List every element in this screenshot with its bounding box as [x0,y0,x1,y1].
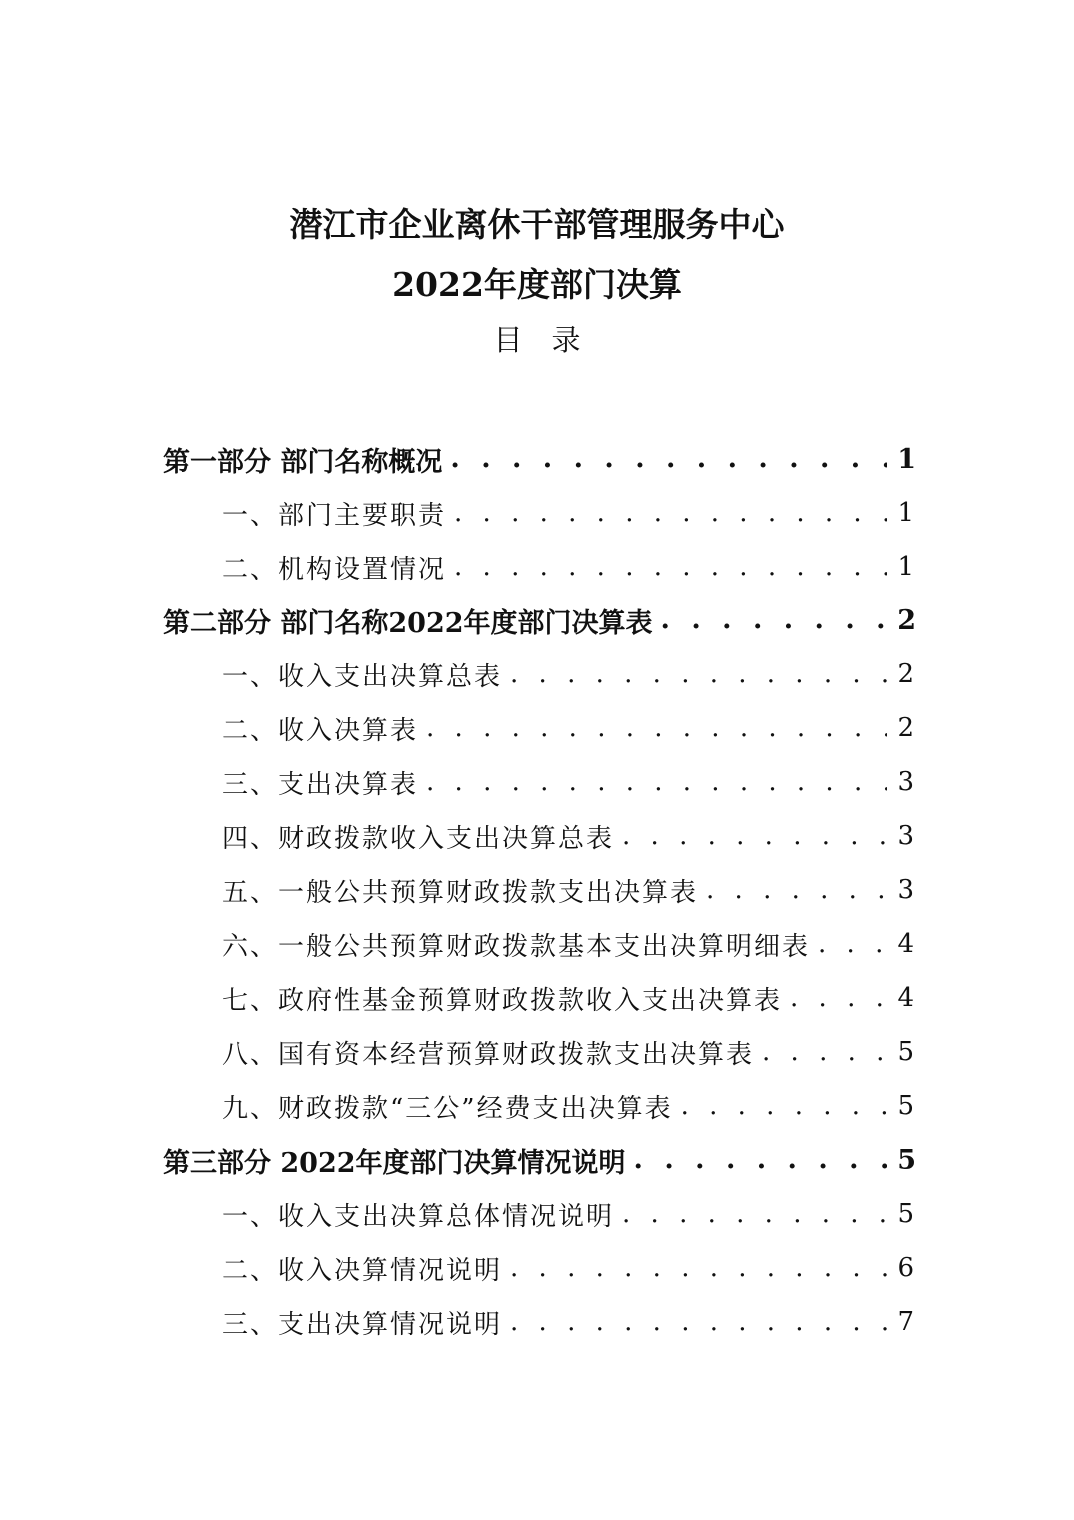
dot-leader [426,765,887,799]
toc-entry-label: 一、收入支出决算总表 [222,661,503,692]
toc-entry-label: 二、收入决算情况说明 [222,1255,503,1286]
toc-entry-page: 2 [897,713,916,743]
dot-leader [661,603,888,637]
toc-entry-label: 第三部分 2022年度部门决算情况说明 [163,1147,626,1179]
dot-leader [681,1089,888,1123]
toc-entry[interactable] [222,819,916,853]
toc-entry[interactable] [222,1197,916,1231]
document-title-line1: 潜江市企业离休干部管理服务中心 [289,205,785,244]
toc-entry-page: 4 [897,929,916,959]
toc-entry-part-2[interactable] [163,603,916,637]
toc-entry-page: 6 [897,1253,916,1283]
toc-entry[interactable] [222,981,916,1015]
dot-leader [622,1197,887,1231]
dot-leader [450,442,887,476]
toc-entry[interactable] [222,873,916,907]
dot-leader [818,927,887,961]
dot-leader [454,550,887,584]
toc-entry-label: 四、财政拨款收入支出决算总表 [222,823,615,854]
toc-entry-page: 4 [897,983,916,1013]
toc-entry-label: 第一部分 部门名称概况 [163,446,443,478]
toc-entry[interactable] [222,1035,916,1069]
toc-entry-label: 三、支出决算情况说明 [222,1309,503,1340]
toc-entry-label: 六、一般公共预算财政拨款基本支出决算明细表 [222,931,811,962]
toc-entry-label: 九、财政拨款“三公”经费支出决算表 [222,1093,673,1124]
toc-entry-label: 一、收入支出决算总体情况说明 [222,1201,615,1232]
toc-entry-label: 一、部门主要职责 [222,500,447,531]
toc-entry-part-3[interactable] [163,1143,916,1177]
toc-entry-page: 5 [897,1144,916,1176]
toc-entry[interactable] [222,496,916,530]
toc-entry[interactable] [222,927,916,961]
dot-leader [510,1305,887,1339]
toc-entry-label: 七、政府性基金预算财政拨款收入支出决算表 [222,985,783,1016]
toc-entry-page: 3 [897,875,916,905]
dot-leader [622,819,887,853]
toc-entry-page: 3 [897,821,916,851]
toc-entry-label: 五、一般公共预算财政拨款支出决算表 [222,877,699,908]
toc-entry-page: 1 [897,498,916,528]
document-title-line2: 2022年度部门决算 [392,265,682,304]
toc-entry-page: 3 [897,767,916,797]
dot-leader [426,711,887,745]
toc-entry[interactable] [222,550,916,584]
toc-entry[interactable] [222,657,916,691]
dot-leader [454,496,887,530]
dot-leader [706,873,887,907]
dot-leader [762,1035,887,1069]
toc-entry-page: 7 [897,1307,916,1337]
dot-leader [790,981,887,1015]
toc-entry[interactable] [222,1305,916,1339]
toc-entry-part-1[interactable] [163,442,916,476]
toc-entry-page: 5 [897,1037,916,1067]
toc-entry[interactable] [222,1089,916,1123]
toc-entry-page: 2 [897,604,916,636]
dot-leader [510,657,887,691]
toc-entry[interactable] [222,765,916,799]
toc-entry[interactable] [222,711,916,745]
dot-leader [634,1143,888,1177]
toc-entry-label: 第二部分 部门名称2022年度部门决算表 [163,607,653,639]
toc-entry-label: 三、支出决算表 [222,769,419,800]
dot-leader [510,1251,887,1285]
toc-entry-page: 1 [897,443,916,475]
toc-entry-page: 2 [897,659,916,689]
toc-entry-label: 二、收入决算表 [222,715,419,746]
toc-heading: 目 录 [493,323,581,357]
toc-entry-page: 1 [897,552,916,582]
toc-entry-page: 5 [897,1091,916,1121]
toc-entry[interactable] [222,1251,916,1285]
toc-entry-page: 5 [897,1199,916,1229]
toc-entry-label: 二、机构设置情况 [222,554,447,585]
toc-entry-label: 八、国有资本经营预算财政拨款支出决算表 [222,1039,755,1070]
